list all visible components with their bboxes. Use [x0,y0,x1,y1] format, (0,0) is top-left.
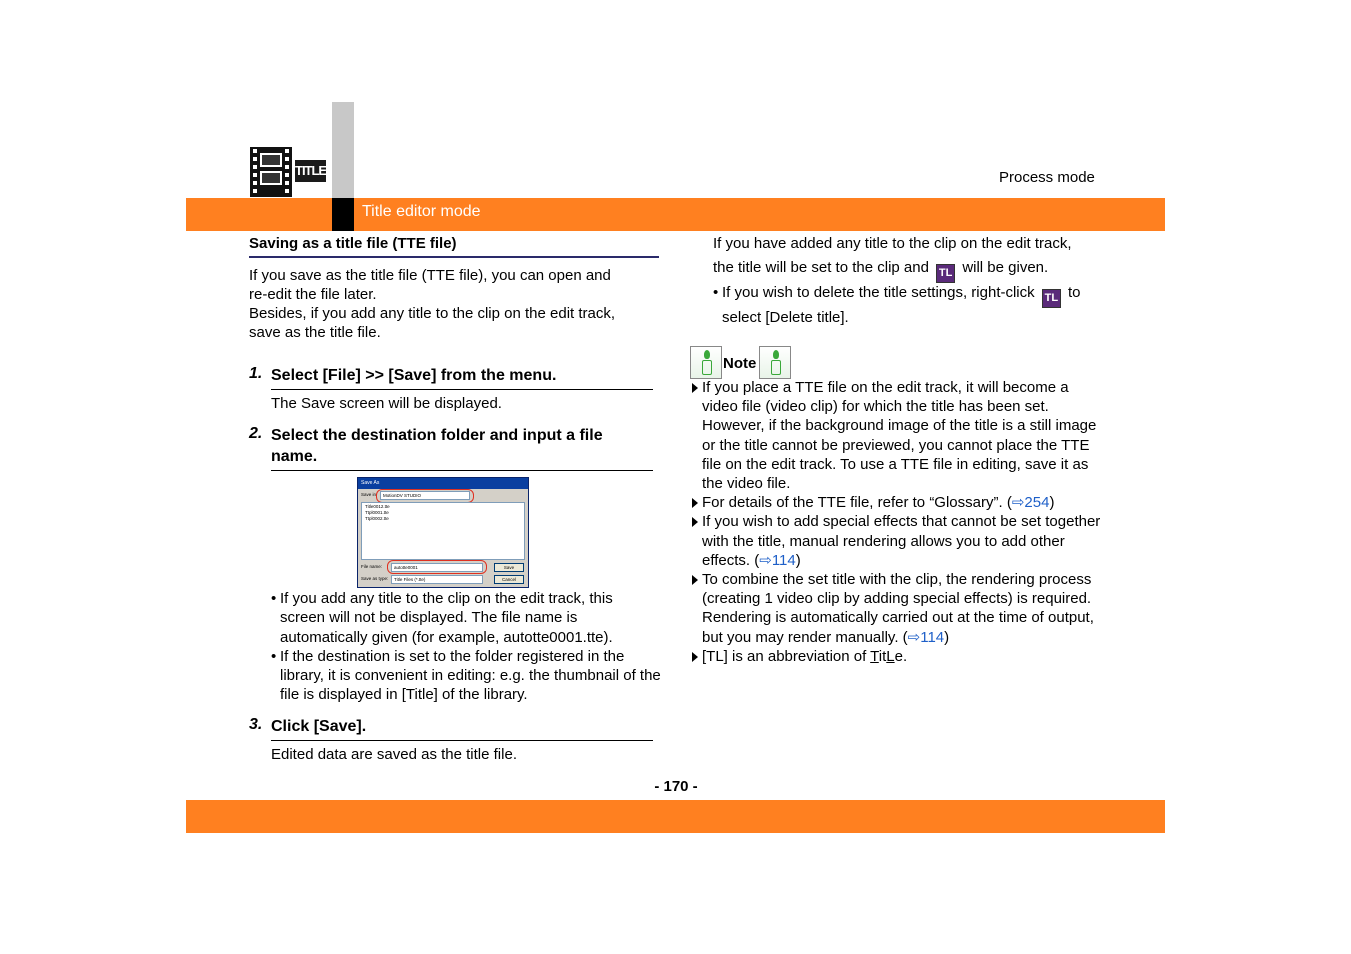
note-item [690,493,1102,512]
process-mode-label: Process mode [999,169,1095,186]
note-text: ) [944,628,950,646]
right-line: If you have added any title to the clip on the edit track, [713,235,1072,252]
mode-label: Title editor mode [362,203,481,220]
bullet-item: • If you add any title to the clip on the edit track, this screen will not be displayed. The file name is automatically given (for example, autotte0001.tte). [271,589,661,647]
page-link[interactable] [908,629,945,646]
save-type-label: Save as type: [361,576,389,581]
note-text: If you wish to add special effects that cannot be set together with the title, manual rendering allows you to add other effects. ( [702,513,1101,569]
note-text: ) [1049,494,1055,512]
dialog-cancel-button: Cancel [494,575,524,584]
candle-icon [759,346,791,379]
note-text: If you place a TTE file on the edit track, it will become a video file (video clip) for which the title has been set. However, if the background image of the title is a still image or the title cannot be previewed, you cannot place the TTE file on the edit track. To use a TTE file in editing, save it as the video file. [702,379,1097,493]
bullet-item [713,283,1103,327]
right-line [713,256,1103,283]
arrow-right-icon: ⇨ [759,551,772,569]
file-item: Ttpl0001.tte [365,510,389,515]
note-text: To combine the set title with the clip, the rendering process (creating 1 video clip by adding special effects) is required. Rendering is automatically carried out at the time of output, but you may render manually. ( [702,571,1094,646]
note-text: e. [894,647,908,665]
step-number: 1. [249,365,263,382]
bullet-text: to [1068,284,1081,301]
intro-paragraph [249,266,659,342]
arrow-right-icon: ⇨ [1011,494,1025,512]
step-number: 3. [249,716,263,733]
intro-line: save as the title file. [249,324,381,341]
right-text: the title will be set to the clip and [713,259,929,276]
step-3-description: Edited data are saved as the title file. [271,746,517,763]
save-in-label: Save in: [361,492,378,497]
underlined-letter: L [886,647,895,665]
arrow-right-icon: ⇨ [907,628,921,646]
page-number: - 170 - [654,778,698,795]
save-in-select: MotionDV STUDIO [380,491,470,500]
underlined-letter: T [870,647,879,665]
file-item: Ttpl0002.tte [365,516,389,521]
file-name-label: File name: [361,564,383,569]
dialog-title: Save As [358,478,528,489]
note-item [690,378,1102,493]
step-number: 2. [249,425,263,442]
step-2 [249,425,653,471]
step-title: Select [File] >> [Save] from the menu. [271,365,653,390]
footer-band [186,800,1165,833]
step-title: Select the destination folder and input a file name. [271,425,653,471]
note-label: Note [723,355,757,372]
tl-icon: TL [1042,289,1061,308]
candle-icon [690,346,722,379]
note-text: ) [795,551,801,569]
bullet-text: select [Delete title]. [722,309,849,326]
note-text: it [878,647,887,665]
note-text: For details of the TTE file, refer to “Glossary”. ( [702,494,1012,512]
note-item [690,570,1102,647]
step-title: Click [Save]. [271,716,653,741]
tl-icon: TL [936,264,955,283]
intro-line: re-edit the file later. [249,286,377,303]
bullet-text: If you wish to delete the title settings, right-click [722,284,1035,301]
bullet-item: • If the destination is set to the folder registered in the library, it is convenient in editing: e.g. the thumbnail of the file is displayed in [Title] of the library. [271,647,661,705]
file-name-input: autotte0001 [391,563,483,572]
right-text: will be given. [962,259,1049,276]
note-item [690,647,1102,666]
file-item: Title0012.tte [365,504,390,509]
delete-title-bullet [713,283,1103,327]
step-3 [249,716,653,741]
link-page-number: 114 [771,551,796,569]
page-link[interactable] [1012,494,1050,511]
title-icon: TITLE [295,160,326,182]
link-page-number: 114 [920,628,945,646]
file-list [361,502,525,560]
highlight-ring [387,560,487,574]
step-1-description: The Save screen will be displayed. [271,395,502,412]
note-item [690,512,1102,570]
save-as-dialog-screenshot [357,477,529,588]
note-list [690,378,1102,666]
link-page-number: 254 [1024,494,1050,512]
page-link[interactable] [759,552,796,569]
intro-line: If you save as the title file (TTE file), you can open and [249,267,611,284]
dialog-save-button: Save [494,563,524,572]
right-paragraph [713,232,1103,283]
bullet-dot: • [713,284,719,301]
intro-line: Besides, if you add any title to the clip on the edit track, [249,305,616,322]
step-2-bullets [271,589,661,705]
section-heading: Saving as a title file (TTE file) [249,235,659,258]
step-1 [249,365,653,390]
highlight-ring [376,489,474,503]
note-text: [TL] is an abbreviation of [702,647,871,665]
header-gray-bar [332,102,354,198]
header-black-tab [332,198,354,231]
film-strip-icon [250,147,292,197]
save-type-select: Title Files (*.tte) [391,575,483,584]
